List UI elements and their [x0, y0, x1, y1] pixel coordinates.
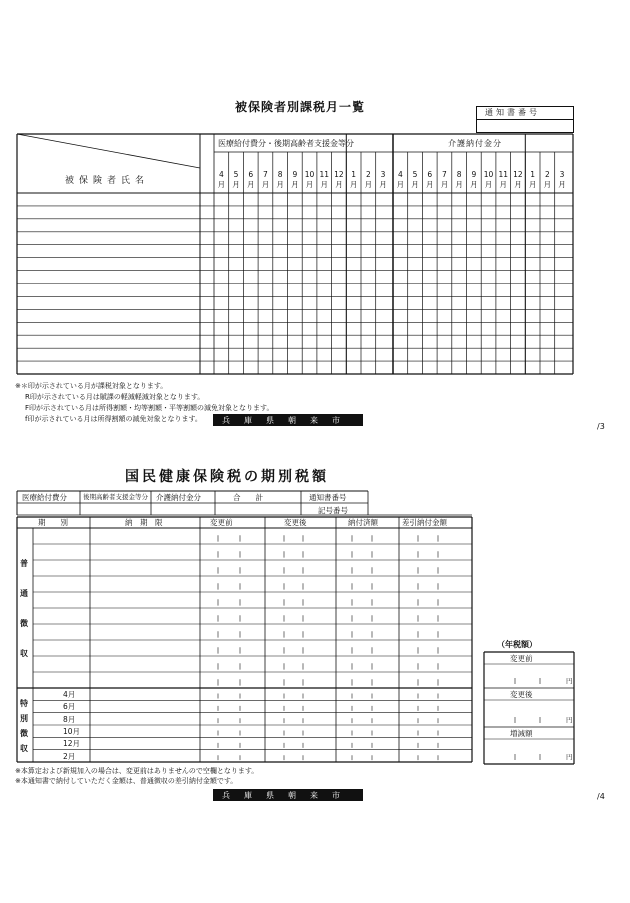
yen-label: 円 [566, 753, 573, 761]
month-unit: 月 [364, 180, 373, 189]
header-notice-number: 通知書番号 [309, 493, 347, 502]
month-unit: 月 [514, 180, 522, 189]
special-month: 4月 [63, 690, 76, 699]
note-line: ※＊印が示されている月が課税対象となります。 [15, 382, 168, 390]
regular-collection-label-char: 徴 [20, 619, 28, 628]
special-collection-label-char: 収 [20, 744, 28, 753]
special-month: 12月 [63, 739, 81, 749]
month-unit: 月 [217, 180, 226, 189]
month-number: 5 [412, 170, 418, 179]
month-number: 7 [442, 170, 447, 179]
month-number: 1 [351, 170, 357, 179]
month-number: 10 [483, 170, 494, 179]
special-collection-label-char: 徴 [20, 729, 28, 738]
page-number-2: /4 [597, 792, 605, 801]
month-unit: 月 [543, 180, 552, 189]
month-number: 8 [456, 170, 462, 179]
month-number: 10 [304, 170, 315, 179]
annual-tax-title: （年税額） [497, 640, 537, 649]
month-number: 4 [218, 170, 224, 179]
column-header: 納付済額 [348, 518, 378, 527]
month-unit: 月 [232, 180, 240, 189]
note-line: F印が示されている月は所得割額・均等割額・平等割額の減免対象となります。 [25, 404, 274, 412]
month-number: 11 [498, 170, 508, 179]
insured-name-header: 被保険者氏名 [65, 176, 150, 186]
city-label: 兵庫県朝来市 [222, 415, 354, 425]
page2-notes [15, 766, 258, 786]
note-line: ※本算定および新規加入の場合は、変更前はありませんので空欄となります。 [15, 767, 259, 775]
city-label-bar-2 [213, 789, 363, 801]
month-unit: 月 [261, 180, 270, 189]
month-unit: 月 [455, 180, 463, 189]
column-header: 変更後 [284, 518, 307, 527]
month-unit: 月 [276, 180, 284, 189]
month-unit: 月 [291, 180, 299, 189]
month-unit: 月 [246, 180, 255, 189]
month-number: 12 [513, 170, 523, 179]
header-support: 後期高齢者支援金等分 [83, 493, 148, 501]
month-unit: 月 [349, 180, 358, 189]
regular-collection-label-char: 普 [20, 559, 28, 568]
page1-title: 被保険者別課税月一覧 [235, 100, 366, 114]
annual-row-label: 変更後 [510, 690, 533, 699]
group-medical-label: 医療給付費分・後期高齢者支援金等分 [218, 139, 354, 148]
month-unit: 月 [411, 180, 419, 189]
special-collection-label-char: 別 [20, 714, 28, 723]
month-unit: 月 [558, 180, 566, 189]
note-line: ※本通知書で納付していただく金額は、普通徴収の差引納付金額です。 [15, 777, 238, 785]
header-total: 合 計 [233, 493, 263, 502]
page-number: /3 [597, 422, 605, 431]
month-number: 3 [380, 170, 386, 179]
column-header: 期 別 [38, 518, 68, 527]
month-number: 3 [559, 170, 565, 179]
month-number: 12 [334, 170, 344, 179]
header-code-number: 記号番号 [318, 506, 348, 515]
group-care-label: 介護納付金分 [448, 139, 502, 148]
column-header: 差引納付金額 [402, 518, 447, 527]
month-number: 5 [233, 170, 239, 179]
note-line: f印が示されている月は所得割額の減免対象となります。 [25, 415, 202, 423]
month-number: 9 [471, 170, 477, 179]
month-unit: 月 [305, 180, 314, 189]
special-month: 6月 [63, 702, 76, 712]
notice-number-label: 通知書番号 [485, 108, 540, 117]
city-label-2: 兵庫県朝来市 [222, 790, 354, 800]
special-month: 2月 [63, 751, 76, 761]
note-line: R印が示されている月は賦課の軽減軽減対象となります。 [25, 393, 205, 401]
month-number: 4 [397, 170, 403, 179]
month-unit: 月 [470, 180, 478, 189]
special-month: 10月 [63, 727, 81, 736]
month-number: 6 [427, 170, 433, 179]
column-header: 変更前 [210, 518, 233, 527]
header-care: 介護納付金分 [156, 493, 201, 502]
annual-row-label: 増減額 [510, 729, 533, 738]
header-medical: 医療給付費分 [22, 493, 67, 502]
month-unit: 月 [379, 180, 387, 189]
yen-label: 円 [566, 716, 573, 724]
month-unit: 月 [320, 180, 328, 189]
month-number: 6 [248, 170, 254, 179]
special-collection-label-char: 特 [20, 699, 28, 708]
month-unit: 月 [440, 180, 449, 189]
month-unit: 月 [484, 180, 493, 189]
month-number: 2 [544, 170, 550, 179]
annual-row-label: 変更前 [510, 654, 533, 663]
month-unit: 月 [528, 180, 537, 189]
page2-title: 国民健康保険税の期別税額 [125, 469, 329, 485]
month-unit: 月 [335, 180, 343, 189]
yen-label: 円 [566, 677, 573, 685]
special-month: 8月 [63, 714, 76, 724]
column-header: 納 期 限 [125, 518, 163, 527]
regular-collection-label-char: 収 [20, 649, 28, 658]
month-number: 7 [263, 170, 268, 179]
month-number: 11 [319, 170, 329, 179]
regular-collection-label-char: 通 [20, 589, 28, 598]
month-number: 8 [277, 170, 283, 179]
month-number: 2 [365, 170, 371, 179]
month-unit: 月 [425, 180, 434, 189]
month-unit: 月 [499, 180, 507, 189]
month-unit: 月 [396, 180, 405, 189]
month-number: 1 [530, 170, 536, 179]
month-number: 9 [292, 170, 298, 179]
